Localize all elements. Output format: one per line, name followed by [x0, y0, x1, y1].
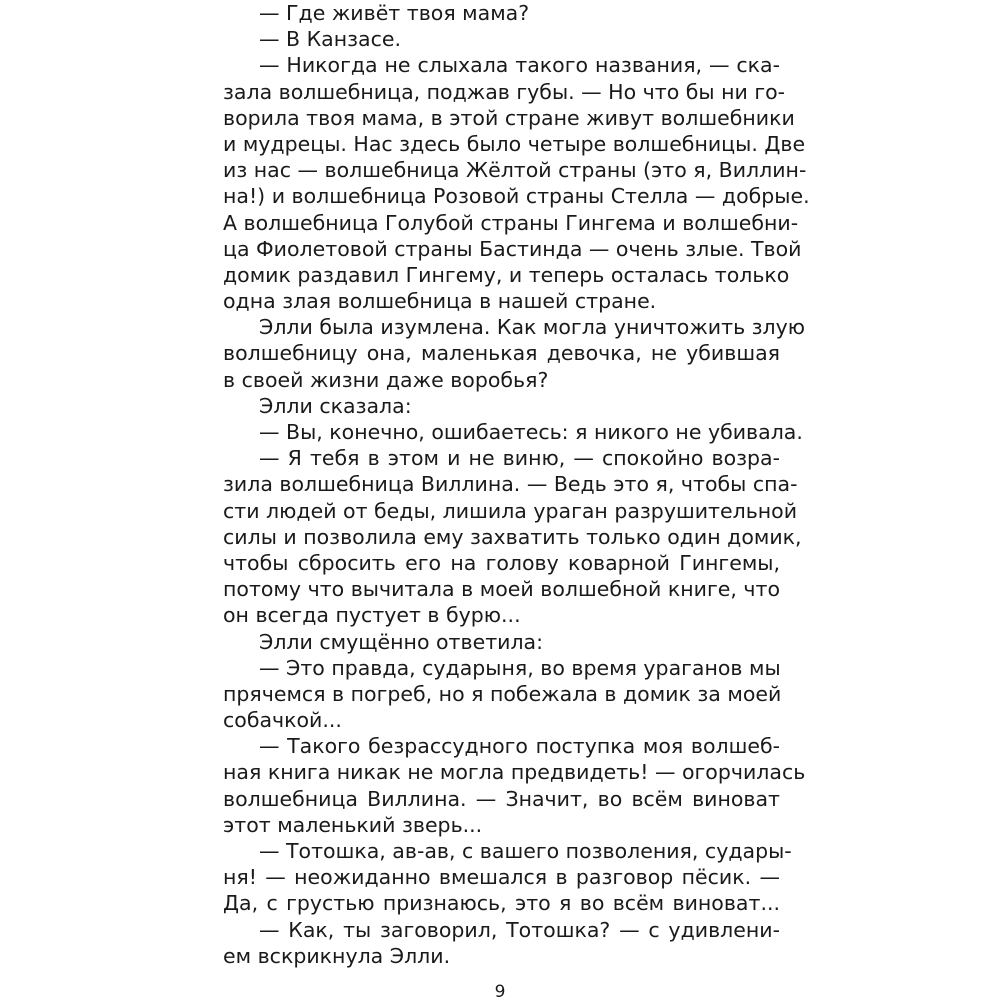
text-line: прячемся в погреб, но я побежала в домик за моей	[223, 681, 782, 706]
text-line: волшебницу она, маленькая девочка, не убившая	[223, 341, 780, 366]
text-line: волшебница Виллина. — Значит, во всём виноват	[223, 786, 780, 811]
text-line: — Как, ты заговорил, Тотошка? — с удивлени-	[259, 917, 780, 942]
text-line: домик раздавил Гингему, и теперь осталась только	[223, 262, 790, 287]
text-line: Элли была изумлена. Как могла уничтожить злую	[259, 315, 806, 340]
text-line: в своей жизни даже воробья?	[223, 367, 549, 392]
text-line: собачкой...	[223, 708, 342, 733]
text-line: — Я тебя в этом и не виню, — спокойно возра-	[259, 446, 780, 471]
text-line: ная книга никак не могла предвидеть! — огорчилась	[223, 760, 806, 785]
text-line: ня! — неожиданно вмешался в разговор пёсик. —	[223, 865, 780, 890]
text-line: потому что вычитала в моей волшебной книге, что	[223, 577, 780, 602]
text-line: — Тотошка, ав-ав, с вашего позволения, судары-	[259, 839, 792, 863]
text-line: Элли сказала:	[259, 393, 412, 418]
text-line: Да, с грустью признаюсь, это я во всём виноват...	[223, 891, 780, 916]
text-line: ворила твоя мама, в этой стране живут волшебники	[223, 105, 795, 130]
text-line: этот маленький зверь...	[223, 812, 483, 837]
text-line: чтобы сбросить его на голову коварной Гингемы,	[223, 550, 780, 575]
text-line: зила волшебница Виллина. — Ведь это я, чтобы спа-	[223, 472, 798, 497]
text-line: из нас — волшебница Жёлтой страны (это я, Виллин-	[223, 158, 807, 183]
text-line: силы и позволила ему захватить только один домик,	[223, 524, 802, 549]
book-page-text	[223, 0, 810, 969]
text-line: — Такого безрассудного поступка моя волшеб-	[259, 734, 780, 759]
text-line: А волшебница Голубой страны Гингема и волшебни-	[223, 210, 799, 235]
text-line: — Где живёт твоя мама?	[259, 1, 530, 25]
text-line: одна злая волшебница в нашей стране.	[223, 289, 657, 314]
text-line: ем вскрикнула Элли.	[223, 943, 451, 968]
text-line: он всегда пустует в бурю...	[223, 603, 521, 628]
text-line: на!) и волшебница Розовой страны Стелла — добрые.	[223, 184, 810, 209]
text-line: сти людей от беды, лишила ураган разрушительной	[223, 498, 798, 523]
text-line: и мудрецы. Нас здесь было четыре волшебницы. Две	[223, 131, 806, 156]
text-line: Элли смущённо ответила:	[259, 629, 544, 654]
text-line: ца Фиолетовой страны Бастинда — очень злые. Твой	[223, 236, 802, 261]
text-line: — Вы, конечно, ошибаетесь: я никого не убивала.	[259, 420, 803, 444]
text-line: — Это правда, сударыня, во время ураганов мы	[259, 655, 781, 680]
text-line: — Никогда не слыхала такого названия, — ска-	[259, 53, 780, 78]
page-number: 9	[494, 982, 506, 1002]
text-line: — В Канзасе.	[259, 27, 401, 52]
text-line: зала волшебница, поджав губы. — Но что бы ни го-	[223, 79, 786, 104]
